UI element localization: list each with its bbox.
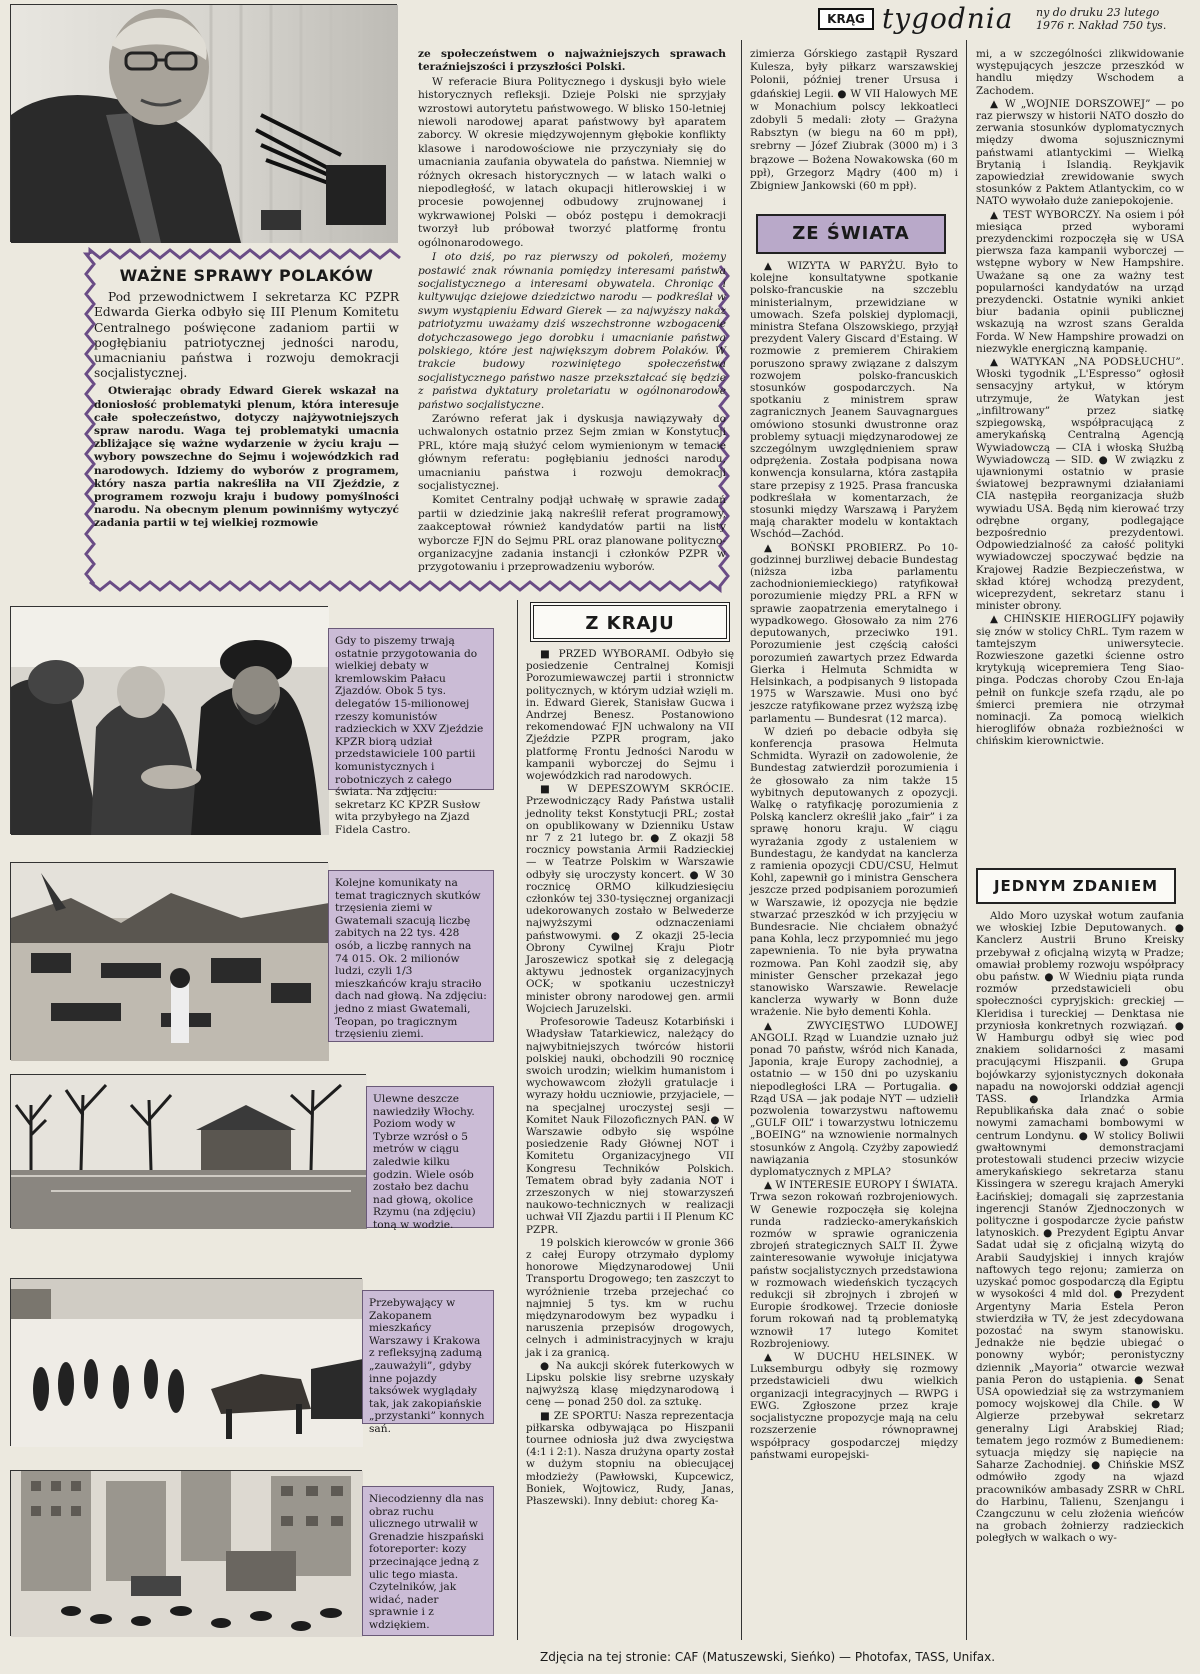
col4-cod-war: ▲ W „WOJNIE DORSZOWEJ” — po raz pierwszy w historii NATO doszło do zerwania stosunków dyplomatycznych między dwoma sojusznicznymi państwami atlantyckimi — Wielką Brytanią i Islandią. Reykjavik zapowiedział zrewidowanie swych stosunków z Paktem Atlantyckim, co w NATO wywołało duże zaniepokojenie. bbox=[976, 97, 1184, 208]
caption-zakopane: Przebywający w Zakopanem mieszkańcy Warszawy i Krakowa z refleksyjną zadumą „zauważyli”, gdyby inne pojazdy taksówek wyglądały tak, jak zakopiańskie „przystanki” konnych sań. bbox=[362, 1290, 494, 1424]
caption-italy: Ulewne deszcze nawiedziły Włochy. Poziom wody w Tybrze wzrósł o 5 metrów w ciągu zaledwie kilku godzin. Wiele osób zostało bez dachu nad głową, okolice Rzymu (na zdjęciu) toną w wodzie. bbox=[366, 1086, 494, 1228]
col4-vatican: ▲ WATYKAN „NA PODSŁUCHU”. Włoski tygodnik „L'Espresso” ogłosił sensacyjny artykuł, w którym utrzymuje, że Watykan jest „infiltrowany” przez siatkę szpiegowską, współpracującą z amerykańską Centralną Agencją Wywiadowczą — CIA i włoską Służbą Wywiadowczą — SID. ● W związku z ujawnionymi ostatnio w prasie światowej bezprawnymi działaniami CIA następiła reorganizacja służb wywiadu USA. Będą nim kierować trzy odrębne organy, podlegające bezpośrednio prezydentowi. Odpowiedzialność za całość polityki wywiadowczej spoczywać będzie na Krajowej Radzie Bezpieczeństwa, w skład której wchodzą prezydent, wiceprezydent, sekretarz stanu i minister obrony. bbox=[976, 356, 1184, 613]
z-kraju-elections: ■ PRZED WYBORAMI. Odbyło się posiedzenie Centralnej Komisji Porozumiewawczej partii i stronnictw politycznych, w którym udział wzięli m. in. Edward Gierek, Stanisław Gucwa i Andrzej Benesz. Postanowiono rekomendować FJN uchwalony na VII Zjeździe PZPR program, jako platformę Frontu Jedności Narodu w kampanii wyborczej do Sejmu i wojewódzkich rad narodowych. bbox=[526, 648, 734, 783]
photo-guatemala-quake bbox=[10, 862, 328, 1060]
caption-guatemala: Kolejne komunikaty na temat tragicznych skutków trzęsienia ziemi w Gwatemali szacują liczbę zabitych na 22 tys. 428 osób, a liczbę rannych na 74 015. Ok. 2 milionów ludzi, czyli 1/3 mieszkańców kraju straciło dach nad głową. Na zdjęciu: jedno z miast Gwatemali, Teopan, po tragicznym trzęsieniu ziemi. bbox=[328, 870, 494, 1042]
caption-castro: Gdy to piszemy trwają ostatnie przygotowania do wielkiej debaty w kremlowskim Pałacu Zjazdów. Obok 5 tys. delegatów 15-milionowej rzeszy komunistów radzieckich w XXV Zjeździe KPZR biorą udział przedstawiciele 100 partii komunistycznych i robotniczych z całego świata. Na zdjęciu: sekretarz KC KPZR Susłow wita przybyłego na Zjazd Fidela Castro. bbox=[328, 628, 494, 790]
z-kraju-body bbox=[526, 648, 734, 1638]
main-article-p6: Komitet Centralny podjął uchwałę w sprawie zadań partii w dziedzinie jaką nakreślił referat programowy, zaakceptował również kandydatów partii na listy wyborcze FJN do Sejmu PRL oraz planowane polityczno-organizacyjne zadania instancji i członków PZPR w przygotowaniu i przeprowadzeniu wyborów. bbox=[418, 494, 726, 574]
rule-col3 bbox=[741, 40, 742, 1640]
col4-chinese: ▲ CHIŃSKIE HIEROGLIFY pojawiły się znów w stolicy ChRL. Tym razem w tamtejszym uniwersytecie. Rozwieszone gazetki ścienne ostro krytykują wicepremiera Teng Siao-pinga. Podczas choroby Czou En-laja pełnił on funkcje szefa rządu, ale po śmierci premiera nie otrzymał nominacji. Za pomocą wielkich hieroglifów obnaża rozbieżności w chińskim kierownictwie. bbox=[976, 613, 1184, 748]
main-article-col1 bbox=[94, 266, 399, 588]
z-kraju-depesze: ■ W DEPESZOWYM SKRÓCIE. Przewodniczący Rady Państwa ustalił jednolity tekst Konstytucji PRL; został on opublikowany w Dzienniku Ustaw nr 7 z 21 lutego br. ● Z okazji 58 rocznicy powstania Armii Radzieckiej — w Teatrze Polskim w Warszawie odbyły się uroczysty koncert. ● W 30 rocznicę ORMO kilkudziesięciu członków tej 330-tysięcznej organizacji udekorowanych zostało w Belwederze najwyższymi odznaczeniami państwowymi. ● Z okazji 25-lecia Obrony Cywilnej Kraju Piotr Jaroszewicz spotkał się z delegacją aktywu jednostek organizacyjnych OCK; w spotkaniu uczestniczył minister obrony narodowej gen. armii Wojciech Jaruzelski. bbox=[526, 783, 734, 1015]
col4-top bbox=[976, 48, 1184, 868]
rule-col4 bbox=[966, 40, 967, 1640]
photo-zakopane-sleighs bbox=[10, 1278, 362, 1446]
print-info-1: ny do druku 23 lutego bbox=[1036, 6, 1160, 19]
ze-swiata-heading: ZE ŚWIATA bbox=[756, 214, 946, 254]
ze-swiata-schmidt: W dzień po debacie odbyła się konferencja prasowa Helmuta Schmidta. Wyraził on zadowolenie, że Bundestag zatwierdził porozumienia i że głosowało za nim także 15 wybitnych deputowanych z opozycji. Walkę o ratyfikację porozumienia z Polską kanclerz określił jako „fair” i za sprawę honoru kraju. W ciągu wyrażania zgody z ustaleniem w Bundestagu, że kandydat na kanclerza z ramienia opozycji CDU/CSU, Helmut Kohl, zapewnił go i ministra Genschera jeszcze przed podpisaniem porozumień w Warszawie, iż opozycja nie będzie stwarzać przeszkód w ich przyjęciu w Bundesracie. Nie chciałem obnażyć pana Kohla, lecz przypomnieć mu jego zapewnienia. To nie była prywatna rozmowa. Pan Kohl zaodził się, aby minister Genscher przekazał jego stanowisko Warszawie. Rewelacje kanclerza wywarły w Bonn duże wrażenie. Nie było dementi Kohla. bbox=[750, 725, 958, 1019]
jednym-zdaniem-heading: JEDNYM ZDANIEM bbox=[976, 868, 1176, 904]
col4-election-test: ▲ TEST WYBORCZY. Na osiem i pół miesiąca przed wyborami prezydenckimi rozpoczęła się w USA pierwsza faza kampanii wyborczej — wstępne wybory w New Hampshire. Uważane są one za ważny test popularności kandydatów na urząd prezydencki. Ostatnie wyniki ankiet biur badania opinii publicznej wskazują na wzrost szans Geralda Forda. W New Hampshire prowadzi on niezwykle energiczną kampanię. bbox=[976, 208, 1184, 355]
main-article-p5: Zarówno referat jak i dyskusja nawiązywały do uchwalonych ostatnio przez Sejm zmian w Konstytucji PRL, które mają służyć celom wymienionym w temacie głównym referatu: pogłębianiu jedności narodu, umacnianiu państwa i rozwoju demokracji socjalistycznej. bbox=[418, 412, 726, 492]
main-article-p3: W referacie Biura Politycznego i dyskusji było wiele historycznych refleksji. Dzieje Polski nie sprzyjały wzrostowi autorytetu państwowego. W blisko 150-letniej niewoli narodowej aparat państwowy był aparatem zaborcy. W okresie międzywojennym głębokie konflikty klasowe i narodowościowe nie przyczyniały się do umacniania zaufania obywatela do państwa. Niemniej w różnych okresach historycznych — w latach walki o niepodległość, w latach okupacji hitlerowskiej i w procesie powojennej odbudowy zrujnowanej i wykrwawionej Polski — obóz postępu i demokracji tworzył lub próbował tworzyć platformę frontu ogólnonarodowego. bbox=[418, 75, 726, 249]
magazine-title: tygodnia bbox=[882, 2, 1014, 35]
photo-credits: Zdjęcia na tej stronie: CAF (Matuszewski, Sieńko) — Photofax, TASS, Unifax. bbox=[540, 1650, 996, 1664]
ze-swiata-bonn: ▲ BOŃSKI PROBIERZ. Po 10-godzinnej burzliwej debacie Bundestag (niższa izba parlamentu zachodnioniemieckiego) ratyfikował porozumienie między PRL a RFN w sprawie zaopatrzenia emerytalnego i wypadkowego. Głosowało za nim 276 deputowanych, przeciwko 191. Porozumienie jest częścią całości porozumień zawartych przez Edwarda Gierka i Helmuta Schmidta w Helsinkach, a podpisanych 9 listopada 1975 w Warszawie. Musi ono być jeszcze ratyfikowane przez wyższą izbę parlamentu — Bundesrat (12 marca). bbox=[750, 541, 958, 725]
main-article-col2 bbox=[418, 48, 726, 588]
col4-bottom bbox=[976, 910, 1184, 1640]
sport-continued bbox=[750, 48, 958, 216]
z-kraju-furs: ● Na aukcji skórek futerkowych w Lipsku polskie lisy srebrne uzyskały najwyższą klasę międzynarodową i cenę — ponad 250 dol. za sztukę. bbox=[526, 1359, 734, 1409]
photo-italy-floods bbox=[10, 1074, 366, 1228]
jednym-zdaniem-text: Aldo Moro uzyskał wotum zaufania we włoskiej Izbie Deputowanych. ● Kanclerz Austrii Bruno Kreisky przebywał z oficjalną wizytą w Pradze; omawiał problemy rozwoju współpracy obu państw. ● W Wiedniu piąta runda rozmów przedstawicieli obu społeczności cypryjskich: greckiej — Kleridisa i tureckiej — Denktasa nie przyniosła konkretnych rozwiązań. ● W Hamburgu odbył się wiec pod znakiem solidarności z masami pracującymi Hiszpanii. ● Grupa bojówkarzy syjonistycznych dokonała napadu na nowojorski oddział agencji TASS. ● Irlandzka Armia Republikańska dała znać o sobie nowymi zamachami bombowymi w centrum Londynu. ● W stolicy Boliwii gwałtownymi demonstracjami protestowali studenci przeciw wizycie amerykańskiego sekretarza stanu Kissingera w szeregu krajach Ameryki Łacińskiej; domagali się zaprzestania ingerencji Stanów Zjednoczonych w polityczne i gospodarcze życie państw latynoskich. ● Prezydent Egiptu Anvar Sadat udał się z oficjalną wizytą do Arabii Saudyjskiej i innych krajów naftowych tego rejonu; zamierza on uzyskać pomoc gospodarczą dla Egiptu w wysokości 4 mld dol. ● Prezydent Argentyny Maria Estela Peron stwierdziła w TV, że jest zdecydowana pozostać na swym stanowisku. Jednakże nie będzie ubiegać o ponowny wybór; peronistyczny dziennik „Mayoria” otwarcie wezwał pania Peron do ustąpienia. ● Senat USA opowiedział się za wstrzymaniem pomocy wojskowej dla Chile. ● W Algierze przebywał sekretarz generalny Ligi Arabskiej Riad; tematem jego rozmów z Bumedienem: sytuacja między się napięcie na Saharze Zachodniej. ● Chińskie MSZ odmówiło zgody na wjazd pracowników ambasady ZSRR w ChRL do Harbinu, Talienu, Szenjangu i Czangczunu w celu złożenia wieńców na grobach żołnierzy radzieckich poległych w walkach o wy- bbox=[976, 910, 1184, 1545]
ze-swiata-europe: ▲ W INTERESIE EUROPY I ŚWIATA. Trwa sezon rokowań rozbrojeniowych. W Genewie rozpoczęła się kolejna runda radziecko-amerykańskich rozmów w sprawie ograniczenia zbrojeń strategicznych SALT II. Żywe zainteresowanie wywołuje inicjatywa państw socjalistycznych przedstawiona w rozmowach wiedeńskich tyczących redukcji sił zbrojnych i zbrojeń w Europie środkowej. Trzecie doniosłe forum rokowań nad tą problematyką wznowił 17 lutego Komitet Rozbrojeniowy. bbox=[750, 1179, 958, 1350]
ze-swiata-paris: ▲ WIZYTA W PARYŻU. Było to kolejne konsultatywne spotkanie polsko-francuskie na szczeblu ministerialnym, przewidziane w umowach. Szefa polskiej dyplomacji, ministra Stefana Olszowskiego, przyjął prezydent Valery Giscard d'Estaing. W rozmowie z premierem Chirakiem poruszono sprawy związane z dalszym rozwojem polsko-francuskich stosunków gospodarczych. Na spotkaniu z ministrem spraw zagranicznych Jeanem Sauvagnargues omówiono stosunki dwustronne oraz problemy sytuacji międzynarodowej ze szczególnym uwzględnieniem spraw odprężenia. Została podpisana nowa konwencja konsularna, która zastąpiła stare przepisy z 1925. Prasa francuska podkreślała w komentarzach, że stosunki między Warszawą i Paryżem mają charakter modelu w kontaktach Wschód—Zachód. bbox=[750, 260, 958, 541]
photo-gierek-speech bbox=[10, 4, 397, 242]
ze-swiata-body bbox=[750, 260, 958, 1640]
photo-granada-goats bbox=[10, 1470, 362, 1636]
z-kraju-professors: Profesorowie Tadeusz Kotarbiński i Władysław Tatarkiewicz, należący do najwybitniejszych twórców historii polskiej nauki, obchodzili 90 rocznicę swoich urodzin; wielkim humanistom i wychowawcom złożyli gratulacje i wyrazy hołdu uczniowie, przyjaciele, — na specjalnej uroczystej sesji — Komitet Nauk Filozoficznych PAN. ● W Warszawie odbyło się wspólne posiedzenie Rady Głównej NOT i Komitetu Organizacyjnego VII Kongresu Techników Polskich. Tematem obrad były zadania NOT i zrzeszonych w niej stowarzyszeń naukowo-technicznych w realizacji uchwał VII Zjazdu partii i II Plenum KC PZPR. bbox=[526, 1016, 734, 1236]
main-article-title: WAŻNE SPRAWY POLAKÓW bbox=[119, 266, 374, 285]
main-article-lead: Pod przewodnictwem I sekretarza KC PZPR Edwarda Gierka odbyło się III Plenum Komitetu Centralnego poświęcone zadaniom partii w pogłębianiu patriotycznej jedności narodu, umacnianiu państwa i rozwoju demokracji socjalistycznej. bbox=[94, 290, 399, 381]
article-zigzag-top bbox=[90, 250, 400, 258]
main-article-p4: I oto dziś, po raz pierwszy od pokoleń, możemy postawić znak równania pomiędzy interesami państwa socjalistycznego a interesami obywatela. Chroniąc i kultywując dziejowe dziedzictwo narodu — podkreślał w swym wystąpieniu Edward Gierek — za najwyższy nakaz patriotyzmu uważamy dziś wszechstronne wzbogacenie dotychczasowego jego dorobku i umacnianie państwa polskiego, które jest największym dobrem Polaków. W trakcie budowy rozwiniętego społeczeństwa socjalistycznego państwo nasze przekształcać się będzie z państwa dyktatury proletariatu w ogólnonarodowe państwo socjalistyczne. bbox=[418, 251, 726, 411]
rule-col2 bbox=[517, 600, 518, 1640]
z-kraju-sport: ■ ZE SPORTU: Nasza reprezentacja piłkarska odbywająca po Hiszpanii tournee odniosła już dwa zwycięstwa (4:1 i 2:1). Nasza drużyna oparty został w dużym stopniu na obiecującej młodzieży (Pawłowski, Kupcewicz, Boniek, Wojtowicz, Rudy, Janas, Płaszewski). Inny debiut: choreg Ka- bbox=[526, 1409, 734, 1508]
logo-krag: KRĄG bbox=[818, 8, 874, 30]
magazine-header bbox=[818, 4, 1190, 34]
sport-continued-text: zimierza Górskiego zastąpił Ryszard Kulesza, były piłkarz warszawskiej Polonii, później trener Ursusa i gdańskiej Legii. ● W VII Halowych ME w Monachium polscy lekkoatleci zdobyli 5 medali: złoty — Grażyna Rabsztyn (w biegu na 60 m ppł), srebrny — Józef Ziubrak (3000 m) i 3 brązowe — Bożena Nowakowska (60 m ppł), Grzegorz Mądry (400 m) i Zbigniew Jankowski (60 m ppł). bbox=[750, 48, 958, 193]
z-kraju-drivers: 19 polskich kierowców w gronie 366 z całej Europy otrzymało dyplomy honorowe Międzynarodowej Unii Transportu Drogowego; ten zaszczyt to wyróżnienie trzeba przejechać co najmniej 5 tys. km w ruchu międzynarodowym bez wypadku i naruszenia przepisów drogowych, celnych i administracyjnych w kraju jak i za granicą. bbox=[526, 1236, 734, 1359]
main-article-p1: Otwierając obrady Edward Gierek wskazał na doniosłość problematyki plenum, która interesuje całe społeczeństwo, dotyczy najżywotniejszych spraw narodu. Waga tej problematyki umacnia zbliżające się ważne wydarzenie w życiu kraju — wybory powszechne do Sejmu i wojewódzkich rad narodowych. Idziemy do wyborów z programem, który nasza partia nakreśliła na VII Zjeździe, z programem rozwoju kraju i budowy pomyślności narodu. Na obecnym plenum powinniśmy wytyczyć zadania partii w tej wielkiej rozmowie bbox=[94, 385, 399, 530]
ze-swiata-angola: ▲ ZWYCIĘSTWO LUDOWEJ ANGOLI. Rząd w Luandzie uznało już ponad 70 państw, wśród nich Kanada, Japonia, kraje Europy zachodniej, a ostatnio — w 150 dni po uzyskaniu niepodległości LRA — Portugalia. ● Rząd USA — jak podaje NYT — udzielił pozwolenia towarzystwu naftowemu „GULF OIL” i towarzystwu lotniczemu „BOEING” na wznowienie normalnych stosunków z Angolą. Czyżby zapowiedź nawiązania stosunków dyplomatycznych z MPLA? bbox=[750, 1019, 958, 1179]
col4-trade: mi, a w szczególności zlikwidowanie występujących jeszcze przeszkód w handlu między Wschodem a Zachodem. bbox=[976, 48, 1184, 97]
photo-castro-kremlin bbox=[10, 606, 328, 834]
ze-swiata-helsinki: ▲ W DUCHU HELSINEK. W Luksemburgu odbyły się rozmowy przedstawicieli dwu wielkich organizacji integracyjnych — RWPG i EWG. Zgłoszone przez kraje socjalistyczne propozycje mają na celu rozszerzenie równoprawnej współpracy gospodarczej między państwami europejski- bbox=[750, 1351, 958, 1461]
z-kraju-heading: Z KRAJU bbox=[530, 602, 730, 642]
caption-granada: Niecodzienny dla nas obraz ruchu ulicznego utrwalił w Grenadzie hiszpański fotoreporter: kozy przecinające jedną z ulic tego miasta. Czytelników, jak widać, nader sprawnie i z wdziękiem. bbox=[362, 1486, 494, 1636]
print-info-2: 1976 r. Nakład 750 tys. bbox=[1036, 19, 1167, 32]
main-article-p2: ze społeczeństwem o najważniejszych sprawach teraźniejszości i przyszłości Polski. bbox=[418, 48, 726, 74]
